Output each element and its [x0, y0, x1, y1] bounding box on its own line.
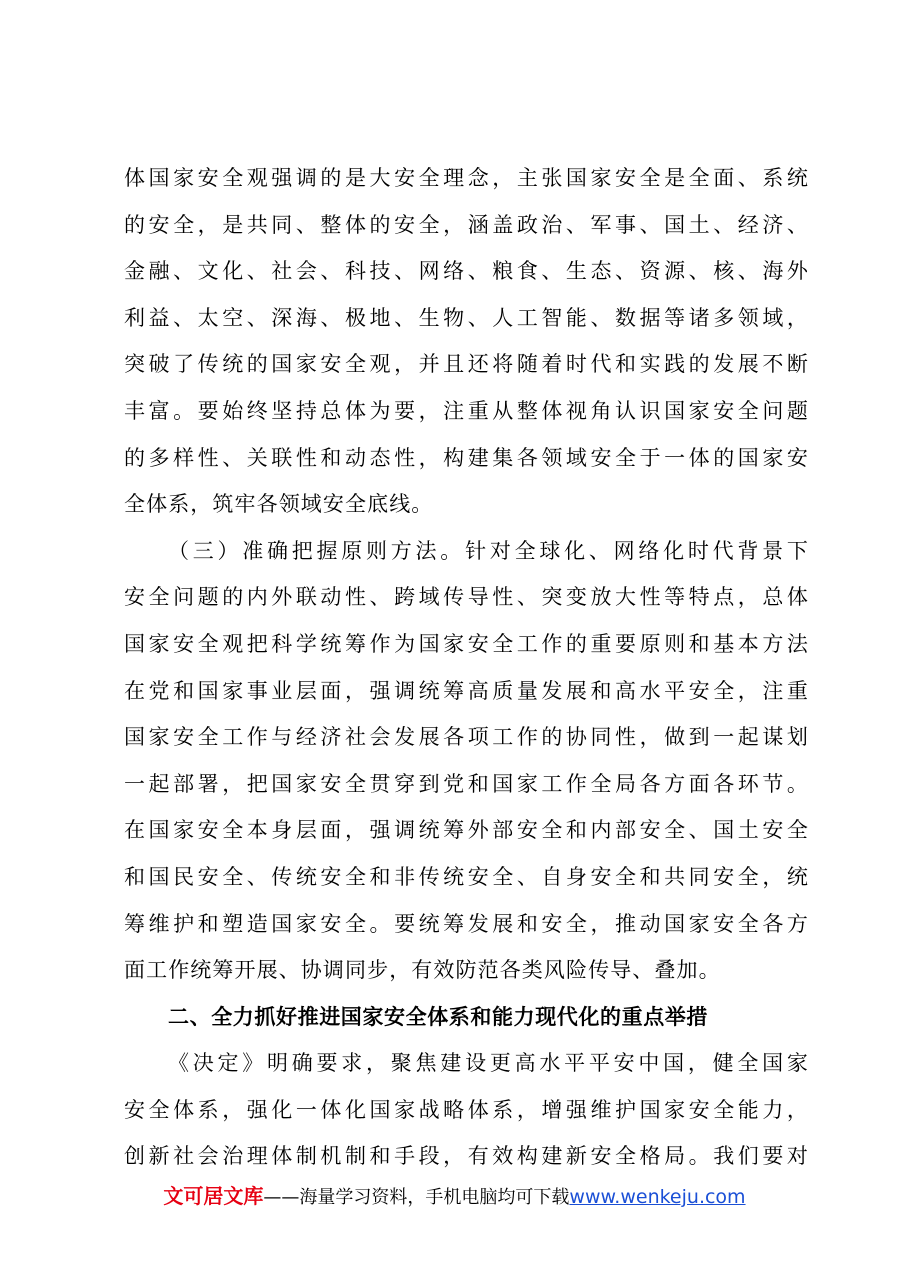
text-line: 创新社会治理体制机制和手段，有效构建新安全格局。我们要对 — [124, 1144, 809, 1169]
text-line: 在党和国家事业层面，强调统筹高质量发展和高水平安全，注重 — [124, 678, 809, 703]
text-line: 一起部署，把国家安全贯穿到党和国家工作全局各方面各环节。 — [124, 771, 809, 796]
document-body — [124, 155, 809, 1180]
text-line: 在国家安全本身层面，强调统筹外部安全和内部安全、国土安全 — [124, 818, 809, 843]
section-three-heading-line: （三）准确把握原则方法。针对全球化、网络化时代背景下 — [168, 538, 809, 563]
text-line: 突破了传统的国家安全观，并且还将随着时代和实践的发展不断 — [124, 352, 809, 377]
text-line: 全体系，筑牢各领域安全底线。 — [124, 492, 434, 517]
text-line: 安全问题的内外联动性、跨域传导性、突变放大性等特点，总体 — [124, 585, 809, 610]
text-line: 利益、太空、深海、极地、生物、人工智能、数据等诸多领域， — [124, 305, 809, 330]
text-line: 国家安全工作与经济社会发展各项工作的协同性，做到一起谋划 — [124, 725, 809, 750]
text-line: 的安全，是共同、整体的安全，涵盖政治、军事、国土、经济、 — [124, 212, 809, 237]
footer-tagline: ——海量学习资料，手机电脑均可下载 — [263, 1187, 570, 1208]
text-line: 金融、文化、社会、科技、网络、粮食、生态、资源、核、海外 — [124, 259, 809, 284]
text-line: 国家安全观把科学统筹作为国家安全工作的重要原则和基本方法 — [124, 631, 809, 656]
text-line: 面工作统筹开展、协调同步，有效防范各类风险传导、叠加。 — [124, 958, 721, 983]
footer-banner — [0, 1180, 909, 1209]
text-line: 筹维护和塑造国家安全。要统筹发展和安全，推动国家安全各方 — [124, 911, 809, 936]
section-two-heading: 二、全力抓好推进国家安全体系和能力现代化的重点举措 — [168, 1004, 708, 1029]
footer-brand: 文可居文库 — [163, 1184, 264, 1208]
text-line: 安全体系，强化一体化国家战略体系，增强维护国家安全能力， — [124, 1097, 809, 1122]
text-line: 《决定》明确要求，聚焦建设更高水平平安中国，健全国家 — [168, 1051, 809, 1076]
text-line: 丰富。要始终坚持总体为要，注重从整体视角认识国家安全问题 — [124, 398, 809, 423]
footer-url-link[interactable]: www.wenkeju.com — [569, 1186, 746, 1208]
text-line: 体国家安全观强调的是大安全理念，主张国家安全是全面、系统 — [124, 166, 809, 190]
text-line: 的多样性、关联性和动态性，构建集各领域安全于一体的国家安 — [124, 445, 809, 470]
text-line: 和国民安全、传统安全和非传统安全、自身安全和共同安全，统 — [124, 864, 809, 889]
